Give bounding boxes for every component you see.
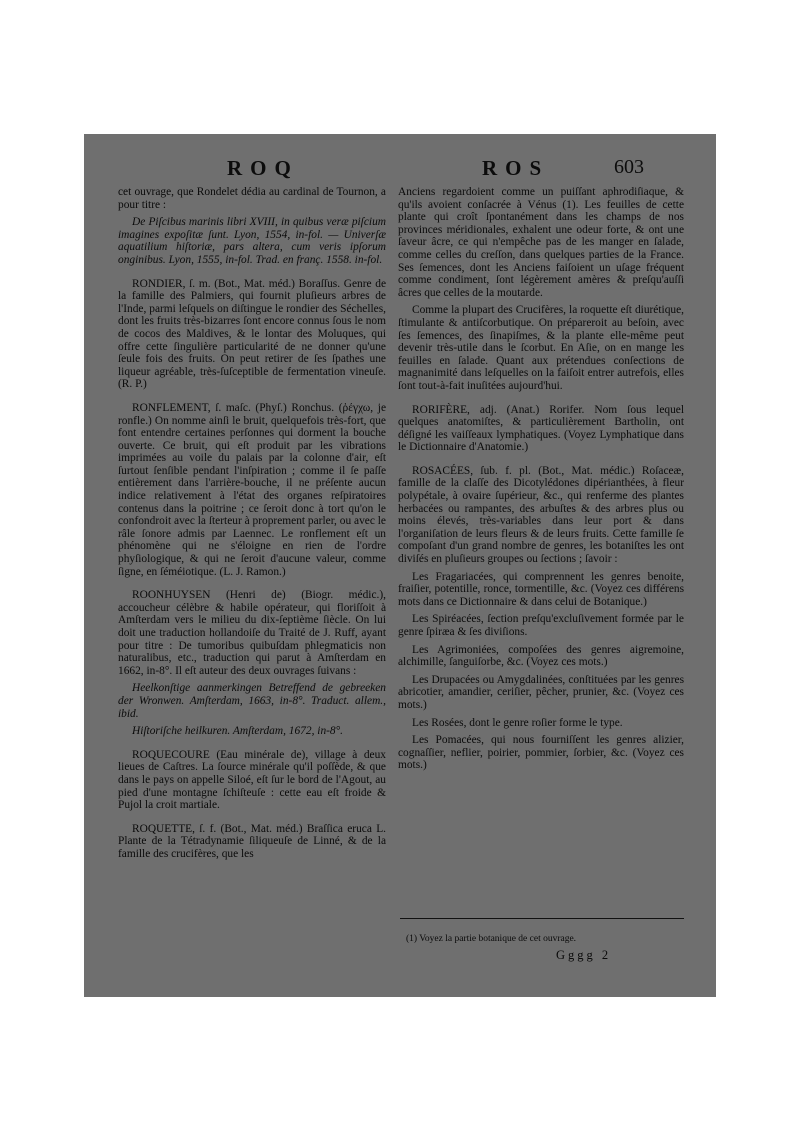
running-header [84, 156, 716, 182]
entry-roquette: ROQUETTE, ſ. f. (Bot., Mat. méd.) Braſſica eruca L. Plante de la Tétradynamie ſiliqueuſe de Linné, & de la famille des crucifères, que les [118, 822, 386, 860]
paragraph-roonhuysen-work-2: Hiſtoriſche heilkuren. Amſterdam, 1672, in-8°. [132, 725, 344, 738]
entry-ronflement: RONFLEMENT, ſ. maſc. (Phyſ.) Ronchus. (ῥέγχω, je ronfle.) On nomme ainſi le bruit, quelquefois très-fort, que font entendre certaines perſonnes qui dorment la bouche ouverte. Ce bruit, qui eſt produit par les vibrations imprimées au voile du palais par la colonne d'air, eſt ſurtout ſenſible pendant l'inſpiration ; comme il ſe paſſe entièrement dans l'arrière-bouche, il ne préſente aucun indice relativement à l'état des organes reſpiratoires contenus dans la poitrine ; ce ſeroit donc à tort qu'on le confondroit avec la ſterteur à proprement parler, ou avec le râle ſonore admis par Laennec. Le ronflement eſt un phénomène qui ne s'éloigne en rien de l'ordre phyſiologique, & qui ne ſeroit d'aucune valeur, comme ſigne, en ſéméiotique. (L. J. Ramon.) [118, 401, 386, 578]
footnote-rule [400, 918, 684, 919]
paragraph-rondelet-titles: De Piſcibus marinis libri XVIII, in quibus veræ piſcium imagines expoſitæ ſunt. Lyon, 1554, in-fol. — Univerſæ aquatilium hiſtoriæ, pars altera, cum veris ipſorum onginibus. Lyon, 1555, in-fol. Trad. en franç. 1558. in-fol. [118, 216, 386, 266]
paragraph-rondelet-intro: cet ouvrage, que Rondelet dédia au cardinal de Tournon, a pour titre : [118, 186, 386, 211]
entry-roquecoure: ROQUECOURE (Eau minérale de), village à deux lieues de Caſtres. La ſource minérale qu'il poſſède, & que dans le pays on appelle Siloé, eſt ſur le bord de l'Agout, au pied d'une montagne ſchiſteuſe : cette eau eſt froide & Pujol la croit martiale. [118, 748, 386, 812]
right-column [398, 186, 684, 777]
entry-rosacees: ROSACÉES, ſub. f. pl. (Bot., Mat. médic.) Roſaceæ, famille de la claſſe des Dicotylédones dipérianthées, à fleur polypétale, à ovaire ſupérieur, &c., qui renferme des plantes herbacées ou rampantes, des arbuſtes & des arbres plus ou moins élevés, très-variables dans leur port & dans l'organiſation de leurs fleurs & de leurs fruits. Cette famille ſe compoſant d'un grand nombre de genres, les botaniſtes les ont diviſés en pluſieurs groupes ou ſections ; ſavoir : [398, 464, 684, 566]
header-left-word: ROQ [227, 156, 299, 180]
paragraph-spireacees: Les Spiréacées, ſection preſqu'excluſivement formée par le genre ſpiræa & ſes diviſions. [398, 613, 684, 638]
paragraph-agrimoniees: Les Agrimoniées, compoſées des genres aigremoine, alchimille, ſanguiſorbe, &c. (Voyez ces mots.) [398, 643, 684, 669]
paragraph-rosees: Les Rosées, dont le genre roſier forme le type. [412, 716, 623, 729]
entry-rorifere: RORIFÈRE, adj. (Anat.) Rorifer. Nom ſous lequel quelques anatomiſtes, & particulièrement Bartholin, ont déſigné les vaiſſeaux lymphatiques. (Voyez Lymphatique dans le Dictionnaire d'Anatomie.) [398, 403, 684, 454]
paragraph-pomacees: Les Pomacées, qui nous fourniſſent les genres alizier, cognaſſier, neflier, poirier, pommier, ſorbier, &c. (Voyez ces mots.) [398, 734, 684, 772]
paragraph-drupacees: Les Drupacées ou Amygdalinées, conſtituées par les genres abricotier, amandier, ceriſier, pêcher, prunier, &c. (Voyez ces mots.) [398, 673, 684, 711]
paragraph-roquette-uses: Comme la plupart des Crucifères, la roquette eſt diurétique, ſtimulante & antiſcorbutique. On prépareroit au beſoin, avec ſes ſemences, des ſinapiſmes, & la plante elle-même peut devenir très-utile dans le ſcorbut. En Aſie, on en mange les feuilles en ſalade. Quant aux prétendues conſections de magnanimité dans leſquelles on la faiſoit entrer autrefois, elles ſont tout-à-fait inuſitées aujourd'hui. [398, 304, 684, 392]
scanned-page [84, 134, 716, 997]
header-right-word: ROS [482, 156, 550, 180]
paragraph-roonhuysen-work-1: Heelkonſtige aanmerkingen Betreffend de gebreeken der Wronwen. Amſterdam, 1663, in-8°. Traduct. allem., ibid. [118, 682, 386, 720]
page-number: 603 [614, 156, 644, 178]
printer-signature: Gggg 2 [556, 948, 612, 962]
entry-roonhuysen: ROONHUYSEN (Henri de) (Biogr. médic.), accoucheur célèbre & habile opérateur, qui floriſſoit à Amſterdam vers le milieu du dix-ſeptième ſiècle. On lui doit une traduction hollandoiſe du Traité de J. Ruff, ayant pour titre : De tumoribus quibuſdam phlegmaticis non naturalibus, etc., traduction qui parut à Amſterdam en 1662, in-8°. Il eſt auteur des deux ouvrages ſuivans : [118, 589, 386, 677]
left-column [118, 186, 386, 866]
paragraph-fragariacees: Les Fragariacées, qui comprennent les genres benoite, fraiſier, potentille, ronce, tormentille, &c. (Voyez ces différens mots dans ce Dictionnaire & dans celui de Botanique.) [398, 570, 684, 608]
footnote: (1) Voyez la partie botanique de cet ouvrage. [406, 934, 577, 944]
paragraph-roquette-cont: Anciens regardoient comme un puiſſant aphrodiſiaque, & qu'ils avoient conſacrée à Vénus (1). Les feuilles de cette plante qui croît ſpontanément dans les champs de nos provinces méridionales, exhalent une odeur forte, & ont une ſaveur âcre, ce qui n'empêche pas de les manger en ſalade, comme celles du creſſon, dans quelques parties de la France. Ses ſemences, dont les Anciens faiſoient un uſage fréquent comme condiment, ſont légèrement amères & preſqu'auſſi âcres que celles de la moutarde. [398, 186, 684, 299]
entry-rondier: RONDIER, ſ. m. (Bot., Mat. méd.) Boraſſus. Genre de la famille des Palmiers, qui fournit pluſieurs arbres de l'Inde, parmi leſquels on diſtingue le rondier des Séchelles, dont les fruits très-bizarres ſont encore connus ſous le nom de cocos des Maldives, & le lontar des Moluques, qui offre cette ſingulière particularité de ne donner qu'une ſeule fois des fruits. On peut retirer de ſes ſpathes une liqueur agréable, très-ſuſceptible de fermentation vineuſe. (R. P.) [118, 277, 386, 391]
